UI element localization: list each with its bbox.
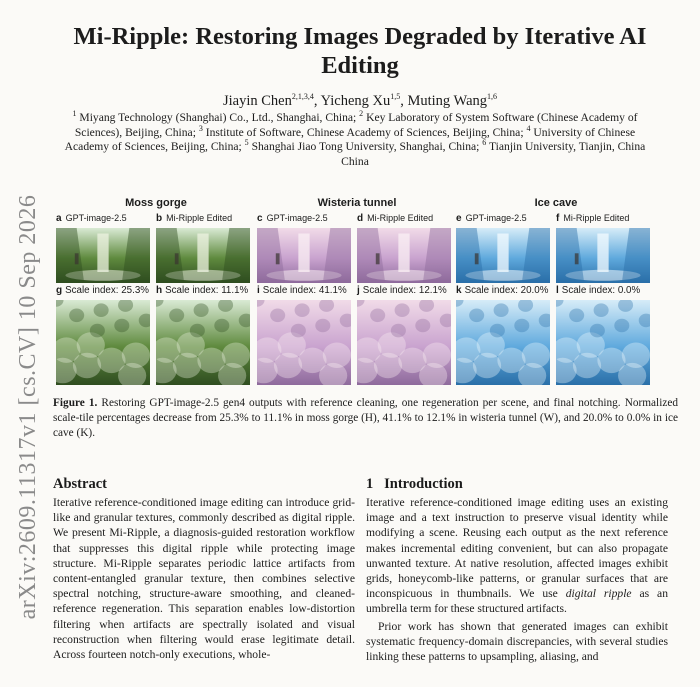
scale-tile-image xyxy=(156,300,250,385)
abstract-body xyxy=(53,495,355,662)
intro-paragraph-1 xyxy=(366,495,668,617)
panel-letter: h xyxy=(156,285,163,296)
panel-label xyxy=(556,213,629,224)
panel-letter: b xyxy=(156,213,163,224)
panel-label xyxy=(156,213,232,224)
panel-letter: l xyxy=(556,285,559,296)
author-affil-marks: 2,1,3,4 xyxy=(291,92,314,102)
intro-text: Iterative reference-conditioned image editing uses an existing image and a text instruction to preserve visual identity while modifying a scene. Reusing each output as the next reference makes incremental editing convenient, but can also propagate unwanted texture. At native resolution, affected images exhibit grids, honeycomb-like patterns, or granular surfaces that are inconspicuous in thumbnails. We use xyxy=(366,496,668,601)
author-name: Muting Wang xyxy=(407,93,488,109)
panel-letter: g xyxy=(56,285,63,296)
author-affil-marks: 1,5 xyxy=(390,92,401,102)
panel-letter: d xyxy=(357,213,364,224)
affiliations xyxy=(60,111,650,169)
arxiv-stamp: arXiv:2609.11317v1 [cs.CV] 10 Sep 2026 xyxy=(15,194,41,620)
affil-number: 5 xyxy=(244,138,249,148)
abstract-heading: Abstract xyxy=(53,476,107,492)
panel-label-text: Scale index: 0.0% xyxy=(561,285,641,296)
scene-title: Wisteria tunnel xyxy=(317,197,397,209)
scene-image xyxy=(56,228,150,283)
scale-tile-image xyxy=(456,300,550,385)
introduction-heading xyxy=(366,476,463,493)
affil-number: 4 xyxy=(526,123,531,133)
section-title: Introduction xyxy=(384,476,463,492)
paper-title: Mi-Ripple: Restoring Images Degraded by Iterative AI Editing xyxy=(73,23,647,79)
abstract-text: Iterative reference-conditioned image editing can introduce grid-like and granular textures, commonly described as digital ripple. We present Mi-Ripple, a diagnosis-guided restoration workflow that suppresses this digital ripple while protecting image structure. Mi-Ripple separates periodic lattice artifacts from content-entangled granular texture, then combines selective spectral notching, structure-aware smoothing, and cleaned-reference regeneration. This separation enables low-distortion filtering when artifacts are spectrally isolated and visual reconstruction when filtering would erase legitimate detail. Across fourteen notch-only executions, whole- xyxy=(53,496,355,662)
affil-number: 6 xyxy=(482,138,487,148)
panel-letter: j xyxy=(357,285,360,296)
scale-index-label xyxy=(156,285,248,296)
affil-number: 3 xyxy=(198,123,203,133)
scene-title: Ice cave xyxy=(534,197,578,209)
section-number: 1 xyxy=(366,476,374,492)
panel-letter: c xyxy=(257,213,263,224)
scene-image xyxy=(556,228,650,283)
scene-title: Moss gorge xyxy=(125,197,187,209)
affil-text: Shanghai Jiao Tong University, Shanghai, China; xyxy=(251,140,480,153)
intro-paragraph-2: Prior work has shown that generated images can exhibit systematic frequency-domain discrepancies, with several studies linking these patterns to upsampling, aliasing, and xyxy=(366,619,668,664)
scene-image xyxy=(357,228,451,283)
panel-letter: f xyxy=(556,213,560,224)
panel-label-text: GPT-image-2.5 xyxy=(465,213,527,223)
scale-tile-image xyxy=(56,300,150,385)
author-list: Jiayin Chen$^{2,1,3,4}$, Yicheng Xu$^{1,5}$, Muting Wang$^{1,6}$ xyxy=(222,92,498,109)
panel-letter: k xyxy=(456,285,462,296)
panel-letter: i xyxy=(257,285,260,296)
term-digital-ripple: digital ripple xyxy=(565,587,632,601)
panel-letter: e xyxy=(456,213,462,224)
panel-label xyxy=(357,213,433,224)
panel-label-text: Mi-Ripple Edited xyxy=(166,213,233,223)
panel-letter: a xyxy=(56,213,62,224)
panel-label-text: GPT-image-2.5 xyxy=(65,213,127,223)
caption-text: Restoring GPT-image-2.5 gen4 outputs with reference cleaning, one regeneration per scene, and final notching. Normalized scale-tile percentages decrease from 25.3% to 11.1% in moss gorge (H), 41.1% to 12.1% in wisteria tunnel (W), and 20.0% to 0.0% in ice cave (K). xyxy=(53,397,679,439)
affil-number: 1 xyxy=(72,109,77,119)
scale-index-label xyxy=(357,285,447,296)
scene-image xyxy=(257,228,351,283)
author-name: Yicheng Xu xyxy=(320,93,391,109)
panel-label-text: Scale index: 20.0% xyxy=(464,285,549,296)
affil-text: Institute of Software, Chinese Academy of Sciences, Beijing, China; xyxy=(205,125,524,139)
figure-caption xyxy=(53,396,678,441)
intro-text: as an umbrella term for these structured artifacts. xyxy=(366,587,668,616)
scale-tile-image xyxy=(257,300,351,385)
panel-label-text: Scale index: 12.1% xyxy=(362,285,447,296)
caption-label: Figure 1. xyxy=(53,397,98,409)
panel-label-text: Scale index: 11.1% xyxy=(165,285,249,296)
panel-label-text: Scale index: 41.1% xyxy=(262,285,347,296)
affil-text: Miyang Technology (Shanghai) Co., Ltd., Shanghai, China; xyxy=(79,111,357,124)
affil-tail: China xyxy=(341,154,369,168)
scene-image xyxy=(156,228,250,283)
affil-text: University of Chinese Academy of Sciences, Beijing, China; xyxy=(64,125,636,153)
affil-text: Tianjin University, Tianjin, China xyxy=(489,140,646,153)
scene-image xyxy=(456,228,550,283)
scale-index-label xyxy=(456,285,548,296)
scale-tile-image xyxy=(556,300,650,385)
panel-label xyxy=(257,213,328,224)
panel-label-text: Mi-Ripple Edited xyxy=(563,213,630,223)
scale-index-label xyxy=(56,285,149,296)
introduction-body xyxy=(366,495,668,664)
panel-label xyxy=(456,213,527,224)
author-name: Jiayin Chen xyxy=(222,93,292,109)
panel-label-text: GPT-image-2.5 xyxy=(266,213,328,223)
affil-text: Key Laboratory of System Software (Chinese Academy of Sciences), Beijing, China; xyxy=(74,111,638,139)
scale-index-label xyxy=(257,285,347,296)
scale-tile-image xyxy=(357,300,451,385)
panel-label xyxy=(56,213,127,224)
author-affil-marks: 1,6 xyxy=(487,92,498,102)
panel-label-text: Mi-Ripple Edited xyxy=(367,213,434,223)
scale-index-label xyxy=(556,285,640,296)
panel-label-text: Scale index: 25.3% xyxy=(65,285,149,296)
affil-number: 2 xyxy=(359,109,364,119)
